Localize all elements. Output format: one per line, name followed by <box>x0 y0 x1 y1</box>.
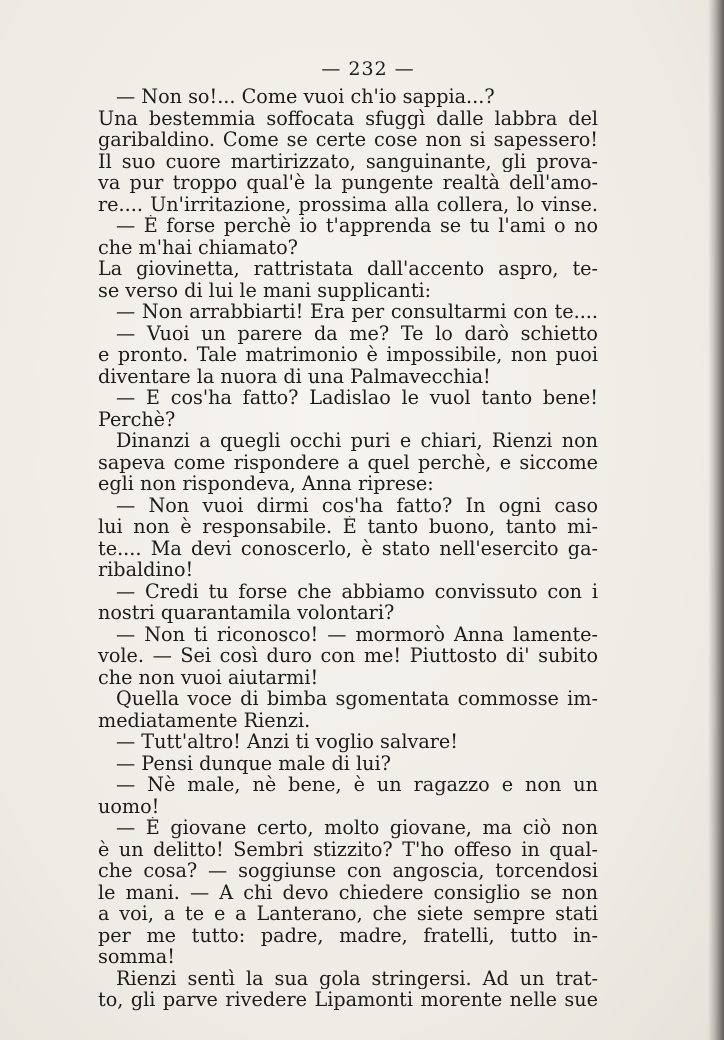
text-line: se verso di lui le mani supplicanti: <box>98 279 432 301</box>
text-line: — Non ti riconosco! — mormorò Anna lamente- <box>116 623 598 645</box>
text-line: Dinanzi a quegli occhi puri e chiari, Rienzi non <box>116 430 598 452</box>
text-line: — Nè male, nè bene, è un ragazzo e non un <box>116 774 598 796</box>
text-line: che non vuoi aiutarmi! <box>98 666 319 688</box>
text-line: che m'hai chiamato? <box>98 236 298 258</box>
text-line: — È giovane certo, molto giovane, ma ciò non <box>116 817 598 839</box>
text-line: diventare la nuora di una Palmavecchia! <box>98 365 491 387</box>
text-line: ribaldino! <box>98 559 194 581</box>
text-line: a voi, a te e a Lanterano, che siete sempre stati <box>98 903 598 925</box>
text-line: garibaldino. Come se certe cose non si sapessero! <box>98 129 598 151</box>
text-line: mediatamente Rienzi. <box>98 709 311 731</box>
text-line: — Non so!... Come vuoi ch'io sappia...? <box>116 86 495 108</box>
text-line: Una bestemmia soffocata sfuggì dalle labbra del <box>98 107 598 129</box>
text-line: vole. — Sei così duro con me! Piuttosto di' subito <box>98 645 598 667</box>
text-line: lui non è responsabile. È tanto buono, tanto mi- <box>98 516 598 538</box>
body-text <box>98 86 598 1011</box>
text-line: Perchè? <box>98 408 176 430</box>
text-line: va pur troppo qual'è la pungente realtà dell'amo- <box>98 172 598 194</box>
text-line: — E cos'ha fatto? Ladislao le vuol tanto bene! <box>116 387 598 409</box>
text-line: che cosa? — soggiunse con angoscia, torcendosi <box>98 860 598 882</box>
text-line: è un delitto! Sembri stizzito? T'ho offeso in qual- <box>98 838 598 860</box>
text-line: re.... Un'irritazione, prossima alla collera, lo vinse. <box>98 193 598 215</box>
text-line: sapeva come rispondere a quel perchè, e siccome <box>98 451 598 473</box>
text-line: to, gli parve rivedere Lipamonti morente nelle sue <box>98 989 598 1011</box>
text-line: le mani. — A chi devo chiedere consiglio se non <box>98 881 598 903</box>
text-line: te.... Ma devi conoscerlo, è stato nell'esercito ga- <box>98 537 598 559</box>
text-line: La giovinetta, rattristata dall'accento aspro, te- <box>98 258 598 280</box>
text-line: Il suo cuore martirizzato, sanguinante, gli prova- <box>98 150 598 172</box>
text-line: Rienzi sentì la sua gola stringersi. Ad un trat- <box>116 967 598 989</box>
book-spine-shadow <box>708 0 724 1040</box>
text-line: somma! <box>98 946 175 968</box>
text-line: uomo! <box>98 795 160 817</box>
text-line: — Credi tu forse che abbiamo convissuto con i <box>116 580 598 602</box>
text-line: — Non arrabbiarti! Era per consultarmi con te.... <box>116 301 598 323</box>
page-number: — 232 — <box>321 58 415 80</box>
text-line: per me tutto: padre, madre, fratelli, tutto in- <box>98 924 598 946</box>
text-line: Quella voce di bimba sgomentata commosse im- <box>116 688 598 710</box>
text-line: nostri quarantamila volontari? <box>98 602 395 624</box>
text-line: e pronto. Tale matrimonio è impossibile, non puoi <box>98 344 598 366</box>
text-line: — Tutt'altro! Anzi ti voglio salvare! <box>116 731 459 753</box>
text-line: — Vuoi un parere da me? Te lo darò schietto <box>116 322 598 344</box>
text-line: egli non rispondeva, Anna riprese: <box>98 473 434 495</box>
text-line: — È forse perchè io t'apprenda se tu l'ami o no <box>116 215 598 237</box>
text-line: — Pensi dunque male di lui? <box>116 752 391 774</box>
text-line: — Non vuoi dirmi cos'ha fatto? In ogni caso <box>116 494 598 516</box>
